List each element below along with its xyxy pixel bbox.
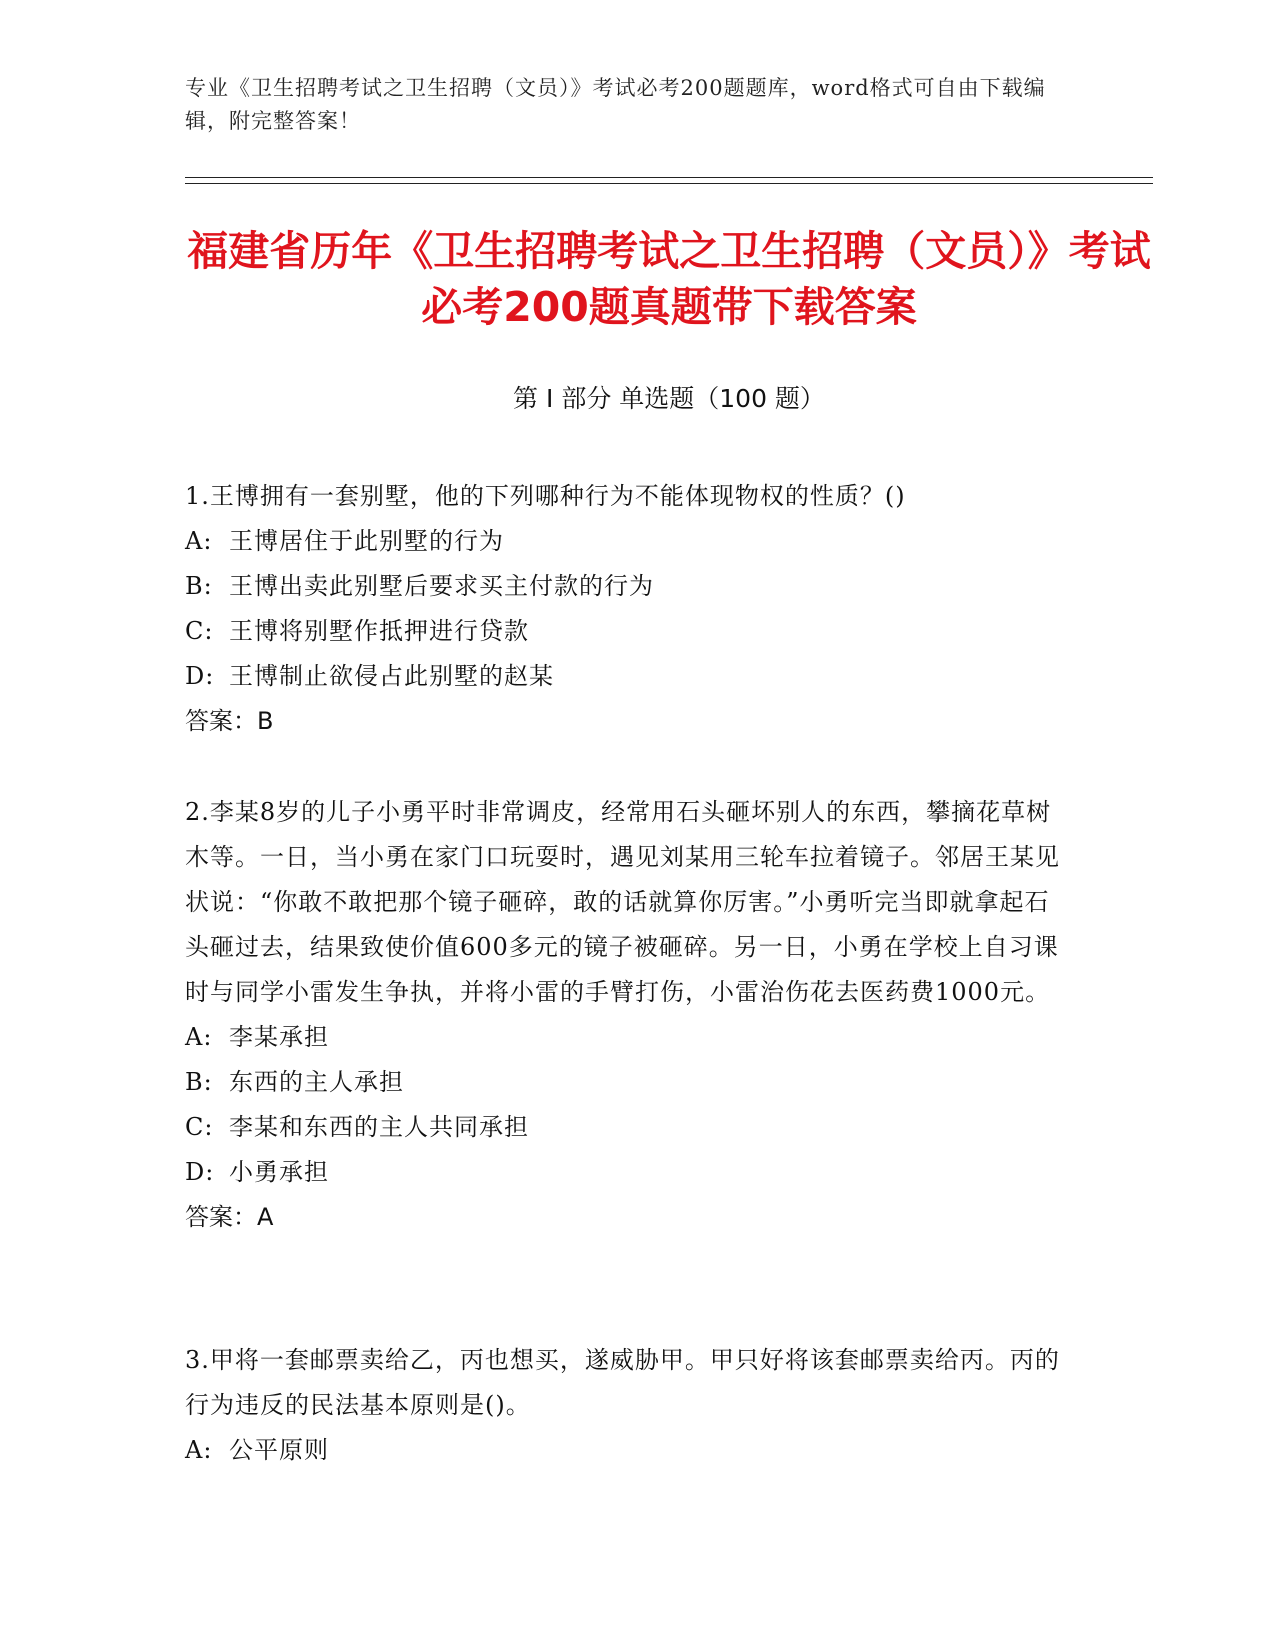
header-divider-bottom — [185, 183, 1153, 184]
option-key: A: — [185, 1436, 213, 1464]
option-b — [185, 564, 1065, 609]
option-c — [185, 1105, 1065, 1150]
option-text: 小勇承担 — [229, 1158, 329, 1186]
question-text: 3.甲将一套邮票卖给乙，丙也想买，遂威胁甲。甲只好将该套邮票卖给丙。丙的行为违反的民法基本原则是()。 — [185, 1346, 1060, 1419]
option-key: D: — [185, 1158, 215, 1186]
question-3 — [185, 1338, 1065, 1473]
option-d — [185, 1150, 1065, 1195]
option-text: 李某承担 — [229, 1023, 329, 1051]
answer: 答案：A — [185, 1203, 274, 1231]
option-key: C: — [185, 1113, 214, 1141]
option-text: 王博将别墅作抵押进行贷款 — [229, 617, 529, 645]
option-text: 王博出卖此别墅后要求买主付款的行为 — [229, 572, 654, 600]
option-a — [185, 519, 1065, 564]
option-c — [185, 609, 1065, 654]
option-key: D: — [185, 662, 215, 690]
option-a — [185, 1428, 1065, 1473]
option-text: 东西的主人承担 — [229, 1068, 404, 1096]
section-title: 第 I 部分 单选题（100 题） — [513, 384, 825, 413]
question-1 — [185, 474, 1065, 744]
header-divider-top — [185, 177, 1153, 178]
question-text: 2.李某8岁的儿子小勇平时非常调皮，经常用石头砸坏别人的东西，攀摘花草树木等。一日，当小勇在家门口玩耍时，遇见刘某用三轮车拉着镜子。邻居王某见状说：“你敢不敢把那个镜子砸碎，敢的话就算你厉害。”小勇听完当即就拿起石头砸过去，结果致使价值600多元的镜子被砸碎。另一日，小勇在学校上自习课时与同学小雷发生争执，并将小雷的手臂打伤，小雷治伤花去医药费1000元。 — [185, 798, 1060, 1006]
option-key: A: — [185, 527, 213, 555]
option-text: 王博制止欲侵占此别墅的赵某 — [229, 662, 554, 690]
question-text: 1.王博拥有一套别墅，他的下列哪种行为不能体现物权的性质？() — [185, 482, 906, 510]
option-key: A: — [185, 1023, 213, 1051]
answer: 答案：B — [185, 707, 274, 735]
option-text: 王博居住于此别墅的行为 — [229, 527, 504, 555]
option-key: B: — [185, 572, 213, 600]
option-b — [185, 1060, 1065, 1105]
option-key: C: — [185, 617, 214, 645]
option-key: B: — [185, 1068, 213, 1096]
option-text: 李某和东西的主人共同承担 — [229, 1113, 529, 1141]
document-title: 福建省历年《卫生招聘考试之卫生招聘（文员）》考试必考200题真题带下载答案 — [187, 227, 1151, 331]
option-a — [185, 1015, 1065, 1060]
header-note: 专业《卫生招聘考试之卫生招聘（文员）》考试必考200题题库，word格式可自由下载编辑，附完整答案！ — [185, 76, 1046, 133]
question-2 — [185, 790, 1065, 1240]
option-text: 公平原则 — [229, 1436, 329, 1464]
option-d — [185, 654, 1065, 699]
